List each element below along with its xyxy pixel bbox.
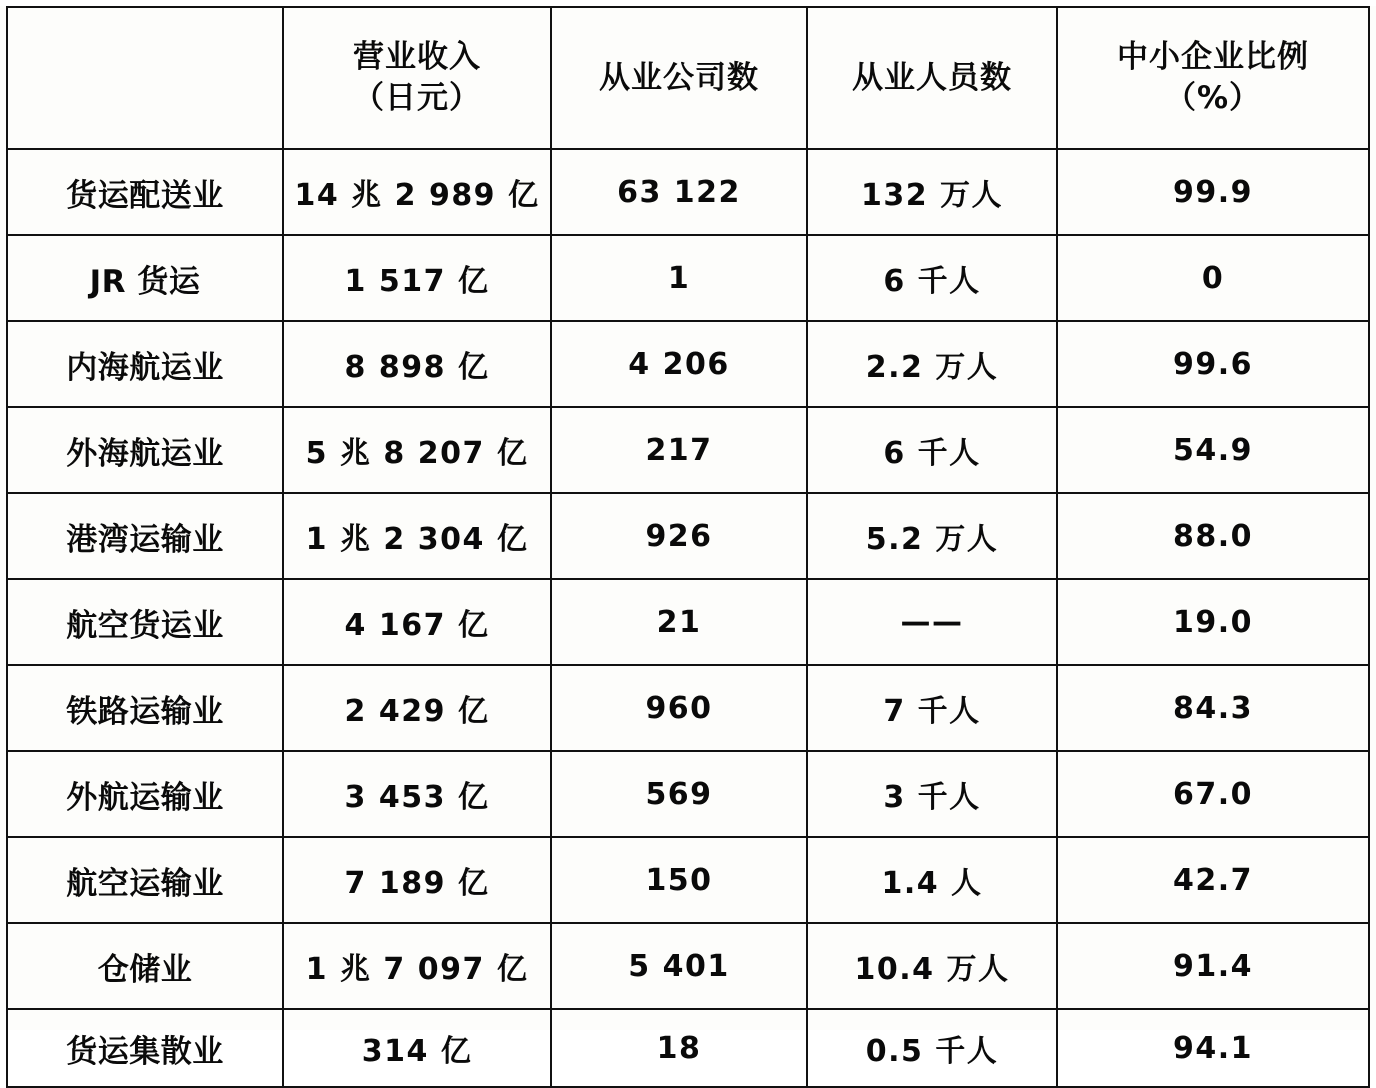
row-label: 仓储业 bbox=[7, 923, 283, 1009]
row-employees: 7 千人 bbox=[807, 665, 1057, 751]
row-employees: 6 千人 bbox=[807, 407, 1057, 493]
row-ratio: 99.9 bbox=[1057, 149, 1369, 235]
column-header-sme-ratio-line1: 中小企业比例 bbox=[1117, 39, 1309, 76]
row-ratio: 91.4 bbox=[1057, 923, 1369, 1009]
row-label: 货运集散业 bbox=[7, 1009, 283, 1087]
row-label: 港湾运输业 bbox=[7, 493, 283, 579]
row-ratio: 99.6 bbox=[1057, 321, 1369, 407]
row-label: 航空运输业 bbox=[7, 837, 283, 923]
row-companies: 21 bbox=[551, 579, 807, 665]
row-companies: 63 122 bbox=[551, 149, 807, 235]
table-row bbox=[7, 235, 1369, 321]
row-companies: 569 bbox=[551, 751, 807, 837]
row-ratio: 19.0 bbox=[1057, 579, 1369, 665]
table-row bbox=[7, 493, 1369, 579]
row-ratio: 94.1 bbox=[1057, 1009, 1369, 1087]
row-revenue: 1 517 亿 bbox=[283, 235, 551, 321]
row-label: 外海航运业 bbox=[7, 407, 283, 493]
row-label: 货运配送业 bbox=[7, 149, 283, 235]
row-ratio: 84.3 bbox=[1057, 665, 1369, 751]
row-revenue: 5 兆 8 207 亿 bbox=[283, 407, 551, 493]
column-header-employees-line1: 从业人员数 bbox=[852, 59, 1012, 96]
row-revenue: 8 898 亿 bbox=[283, 321, 551, 407]
row-ratio: 54.9 bbox=[1057, 407, 1369, 493]
row-ratio: 88.0 bbox=[1057, 493, 1369, 579]
row-employees: 10.4 万人 bbox=[807, 923, 1057, 1009]
row-ratio: 42.7 bbox=[1057, 837, 1369, 923]
logistics-statistics-table bbox=[6, 6, 1370, 1088]
column-header-revenue-line1: 营业收入 bbox=[353, 39, 481, 76]
row-companies: 18 bbox=[551, 1009, 807, 1087]
row-companies: 4 206 bbox=[551, 321, 807, 407]
table-row bbox=[7, 751, 1369, 837]
row-employees: 5.2 万人 bbox=[807, 493, 1057, 579]
row-companies: 217 bbox=[551, 407, 807, 493]
row-employees: 1.4 人 bbox=[807, 837, 1057, 923]
column-header-sme-ratio-line2: （%） bbox=[1164, 80, 1262, 116]
table-row bbox=[7, 923, 1369, 1009]
column-header-companies bbox=[551, 7, 807, 149]
table-row bbox=[7, 837, 1369, 923]
row-revenue: 7 189 亿 bbox=[283, 837, 551, 923]
row-employees: —— bbox=[807, 579, 1057, 665]
table-header-row bbox=[7, 7, 1369, 149]
column-header-revenue bbox=[283, 7, 551, 149]
table-body bbox=[7, 149, 1369, 1087]
column-header-category bbox=[7, 7, 283, 149]
row-employees: 0.5 千人 bbox=[807, 1009, 1057, 1087]
row-employees: 132 万人 bbox=[807, 149, 1057, 235]
table-row bbox=[7, 1009, 1369, 1087]
column-header-employees bbox=[807, 7, 1057, 149]
table-header bbox=[7, 7, 1369, 149]
row-employees: 3 千人 bbox=[807, 751, 1057, 837]
column-header-companies-line1: 从业公司数 bbox=[599, 59, 759, 96]
row-label: 内海航运业 bbox=[7, 321, 283, 407]
row-ratio: 67.0 bbox=[1057, 751, 1369, 837]
row-label: 航空货运业 bbox=[7, 579, 283, 665]
table-row bbox=[7, 579, 1369, 665]
row-revenue: 4 167 亿 bbox=[283, 579, 551, 665]
column-header-revenue-line2: （日元） bbox=[353, 80, 481, 116]
row-label: JR 货运 bbox=[7, 235, 283, 321]
row-companies: 5 401 bbox=[551, 923, 807, 1009]
row-employees: 2.2 万人 bbox=[807, 321, 1057, 407]
row-revenue: 314 亿 bbox=[283, 1009, 551, 1087]
row-label: 铁路运输业 bbox=[7, 665, 283, 751]
column-header-sme-ratio bbox=[1057, 7, 1369, 149]
row-employees: 6 千人 bbox=[807, 235, 1057, 321]
row-companies: 960 bbox=[551, 665, 807, 751]
row-revenue: 3 453 亿 bbox=[283, 751, 551, 837]
row-revenue: 14 兆 2 989 亿 bbox=[283, 149, 551, 235]
table-row bbox=[7, 407, 1369, 493]
table-row bbox=[7, 665, 1369, 751]
row-ratio: 0 bbox=[1057, 235, 1369, 321]
row-companies: 1 bbox=[551, 235, 807, 321]
row-companies: 926 bbox=[551, 493, 807, 579]
row-revenue: 1 兆 7 097 亿 bbox=[283, 923, 551, 1009]
table-row bbox=[7, 321, 1369, 407]
row-revenue: 1 兆 2 304 亿 bbox=[283, 493, 551, 579]
row-companies: 150 bbox=[551, 837, 807, 923]
row-label: 外航运输业 bbox=[7, 751, 283, 837]
table-row bbox=[7, 149, 1369, 235]
document-page bbox=[0, 6, 1376, 1070]
row-revenue: 2 429 亿 bbox=[283, 665, 551, 751]
